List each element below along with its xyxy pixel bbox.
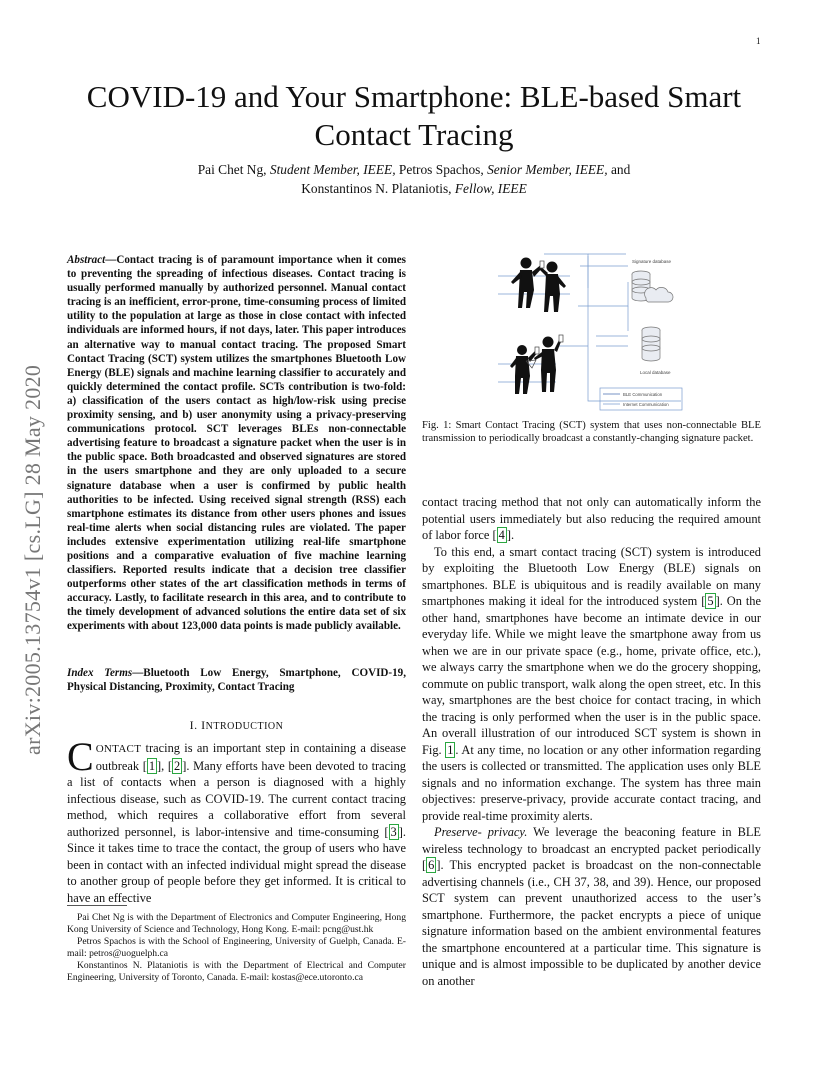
figure-1-sct-system — [496, 246, 686, 416]
author-footnotes — [67, 912, 406, 984]
section-title-first: I — [201, 718, 206, 732]
paragraph-1: contact tracing method that not only can automatically inform the potential users immediately but also reducing the required amount of labor force [ 4 ]. — [422, 495, 761, 542]
citation-link[interactable]: 2 — [174, 758, 181, 773]
section-number: I. — [189, 718, 202, 732]
page-number: 1 — [756, 36, 761, 46]
author-1-name: Pai Chet Ng, — [197, 162, 267, 177]
intro-first-word: ONTACT — [95, 743, 142, 755]
citation-link[interactable]: 4 — [498, 528, 505, 542]
index-terms-lead: Index Terms — [67, 667, 133, 679]
citation-link[interactable]: 5 — [707, 594, 714, 608]
index-terms-text: —Bluetooth Low Energy, Smartphone, COVID-19, Physical Distancing, Proximity, Contact Tracing — [67, 667, 406, 694]
footnote-rule — [67, 905, 127, 906]
p3-lead: Preserve- privacy. — [434, 825, 528, 839]
figure-1-caption: Fig. 1: Smart Contact Tracing (SCT) system that uses non-connectable BLE transmission to periodically broadcast a constantly-changing signature packet. — [422, 420, 761, 445]
author-2-role: Senior Member, IEEE, — [487, 162, 608, 177]
paragraph-2: To this end, a smart contact tracing (SCT) system is introduced by exploiting the Bluetooth Low Energy (BLE) signals on smartphones. BLE is ubiquitous and is readily available on many smartphones making it ideal for the introduced system [ 5 ]. On the other hand, smartphones have become an intimate device in our everyday life. While we might leave the smartphone away from us when we are in our private space (e.g., home, private office, etc.), we always carry the smartphone when we do the grocery shopping, commute on public transport, walk along the open street, etc. In this way, smartphones are the best choice for contact tracing, in which the tracing is only performed when the user is in the public space. An overall illustration of our introduced SCT system is shown in Fig. 1 . At any time, no location or any other information regarding the users is collected or transmitted. The application uses only BLE signals and no information exchange. The system has three main objectives: preserve-privacy, provide accurate contact tracing, and provide real-time proximity alerts. — [422, 544, 761, 823]
abstract-text: —Contact tracing is of paramount importance when it comes to preventing the spreading of infectious diseases. Contact tracing is usually performed manually by authorized personnel. Manual contact tracing is an inefficient, error-prone, time-consuming process of limited utility to the population at large as those in close contact with infected individuals are informed hours, if not days, later. This paper introduces an alternative way to manual contact tracing. The proposed Smart Contact Tracing (SCT) system utilizes the smartphones Bluetooth Low Energy (BLE) signals and machine learning classifier to accurately and quickly determined the contact profile. SCTs contribution is two-fold: a) classification of the users contact as high/low-risk using precise proximity sensing, and b) user anonymity using a privacy-preserving communications protocol. SCT leverages BLEs non-connectable advertising feature to broadcast a signature packet when the user is in the public space. Both broadcasted and observed signatures are stored in the users smartphone and they are only uploaded to a secure signature database when a user is confirmed by public health authorities to be infected. Using received signal strength (RSS) each smartphone estimates its distance from other users phones and issues real-time alerts when social distancing rules are violated. The paper includes extensive experimentation utilizing real-life smartphone positions and a comparative evaluation of five machine learning classifiers. Reported results indicate that a decision tree classifier outperforms other states of the art classification methods in terms of accuracy. Lastly, to facilitate research in this area, and to contribute to the timely development of advanced solutions the entire data set of six experiments with about 123,000 data points is made publicly available. — [67, 254, 406, 633]
author-3-role: Fellow, IEEE — [454, 181, 527, 196]
author-and: and — [610, 162, 631, 177]
arxiv-watermark: arXiv:2005.13754v1 [cs.LG] 28 May 2020 — [20, 364, 45, 755]
author-1-role: Student Member, IEEE, — [269, 162, 396, 177]
section-heading-introduction — [67, 718, 406, 733]
footnote-3: Konstantinos N. Plataniotis is with the Department of Electrical and Computer Engineering, University of Toronto, Canada. E-mail: kostas@ece.utoronto.ca — [67, 960, 406, 983]
p2-text-c: . At any time, no location or any other information regarding the users is collected or transmitted. The application uses only BLE signals and no information exchange. The system has three main objectives: preserve-privacy, provide accurate contact tracing, and provide real-time proximity alerts. — [422, 742, 761, 823]
p2-text-a: To this end, a smart contact tracing (SCT) system is introduced by exploiting the Bluetooth Low Energy (BLE) signals on smartphones. BLE is ubiquitous and is readily available on many smartphones making it ideal for the introduced system — [422, 544, 761, 608]
section-title-rest: NTRODUCTION — [205, 721, 284, 732]
index-terms — [67, 666, 406, 694]
abstract-lead: Abstract — [67, 254, 106, 266]
introduction-text: CONTACT tracing is an important step in containing a disease outbreak [ 1 ], [ 2 ]. Many efforts have been devoted to tracing a list of contacts when a person is diagnosed with a highly infectious disease, such as COVID-19. The current contact tracing method, which requires a collaborative effort from several authorized personnel, is labor-intensive and time-consuming [ 3 ]. Since it takes time to trace the contact, the group of users who have been in contact with an infected individual might spread the disease to another group of people before they get informed. It is critical to have an effective — [67, 734, 407, 905]
citation-link[interactable]: 6 — [428, 858, 435, 872]
p3-text-b: . This encrypted packet is broadcast on the non-connectable advertising channels (i.e., CH 37, 38, and 39). Hence, our proposed SCT system can prevent unauthorized access to the user’s smartphone. Furthermore, the packet encrypts a piece of unique signature information based on the ambient environmental features the smartphone encountered at a particular time. This signature is unique and is almost impossible to be duplicated by another device on another — [422, 858, 761, 988]
drop-cap: C — [67, 734, 94, 779]
p1-end: . — [511, 528, 515, 542]
author-3-name: Konstantinos N. Plataniotis, — [301, 181, 452, 196]
intro-text-1: tracing is an important step in containing a disease outbreak — [95, 741, 406, 773]
p1-text: contact tracing method that not only can automatically inform the potential users immediately but also reducing the required amount of labor force — [422, 495, 761, 542]
figure-label-local-db: Local database — [640, 370, 671, 375]
citation-link[interactable]: 3 — [390, 824, 397, 839]
intro-text-3: . Many efforts have been devoted to tracing a list of contacts when a person is diagnosed with a highly infectious disease, such as COVID-19. The current contact tracing method, which requires a collaborative effort from several authorized personnel, is labor-intensive and time-consuming — [67, 758, 407, 839]
figure-label-signature-db: Signature database — [632, 259, 672, 264]
figure-legend-internet: Internet Communication — [623, 402, 669, 407]
right-column-text — [422, 494, 761, 989]
footnote-1: Pai Chet Ng is with the Department of Electronics and Computer Engineering, Hong Kong University of Science and Technology, Hong Kong. E-mail: pcng@ust.hk — [67, 912, 406, 935]
author-list — [80, 160, 748, 198]
paragraph-3: Preserve- privacy. We leverage the beaconing feature in BLE wireless technology to broadcast an encrypted packet periodically [ 6 ]. This encrypted packet is broadcast on the non-connectable advertising channels (i.e., CH 37, 38, and 39). Hence, our proposed SCT system can prevent unauthorized access to the user’s smartphone. Furthermore, the packet encrypts a piece of unique signature information based on the ambient environmental features the smartphone encountered at a particular time. This signature is unique and is almost impossible to be duplicated by another device on another — [422, 825, 761, 988]
citation-link[interactable]: 1 — [148, 758, 156, 773]
abstract — [67, 253, 406, 634]
paper-title: COVID-19 and Your Smartphone: BLE-based Smart Contact Tracing — [86, 79, 742, 152]
intro-text-4: . Since it takes time to trace the contact, the group of users who have been in contact with an infected individual might spread the disease to another group of people before they get informed. It is critical to have an effective — [67, 824, 406, 905]
figure-legend-ble: BLE Communication — [623, 392, 663, 397]
p2-text-b: . On the other hand, smartphones have become an intimate device in our everyday life. While we might leave the smartphone away from us when we are in our private space (e.g., home, private office, etc.), we always carry the smartphone when we do the grocery shopping, commute on public transport, walk along the open street, etc. In this way, smartphones are the best choice for contact tracing, in which the tracing is only performed when the user is in the public space. An overall illustration of our introduced SCT system is shown in Fig. — [422, 594, 761, 757]
author-2-name: Petros Spachos, — [398, 162, 484, 177]
p3-text-a: We leverage the beaconing feature in BLE wireless technology to broadcast an encrypted packet periodically — [422, 825, 761, 856]
figure-reference-link[interactable]: 1 — [447, 742, 454, 757]
intro-text-2: , — [161, 758, 168, 773]
footnote-2: Petros Spachos is with the School of Engineering, University of Guelph, Canada. E-mail: petros@uoguelph.ca — [67, 936, 406, 959]
